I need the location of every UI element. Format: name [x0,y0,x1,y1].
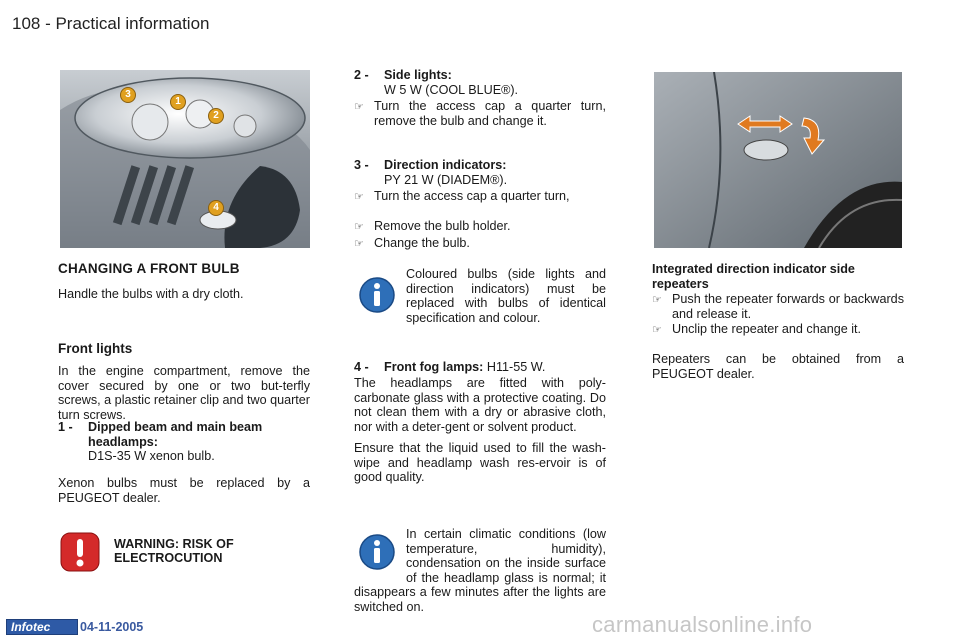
xenon-note: Xenon bulbs must be replaced by a PEUGEOT dealer. [58,476,310,505]
item-2 [354,68,606,97]
item-4 [354,360,606,375]
item-3-bullet-2: ☞ Remove the bulb holder. [354,219,511,233]
footer-date: 04-11-2005 [80,620,144,634]
callout-3: 3 [120,87,136,103]
info-coloured-bulbs: Coloured bulbs (side lights and direction indicators) must be replaced with bulbs of identical specification and colour. [406,267,606,325]
side-repeater-bullet-2: ☞ Unclip the repeater and change it. [652,322,862,336]
item-4-value: H11-55 W. [486,360,546,374]
pointing-hand-icon: ☞ [354,238,364,250]
item-2-bullet: ☞ Turn the access cap a quarter turn, remove the bulb and change it. [354,99,606,128]
callout-2: 2 [208,108,224,124]
subsection-title: Front lights [58,341,133,356]
item-3 [354,158,606,187]
wash-liquid-paragraph: Ensure that the liquid used to fill the wash-wipe and headlamp wash res-ervoir is of good quality. [354,441,606,484]
item-3-value: PY 21 W (DIADEM®). [384,172,508,187]
pointing-hand-icon: ☞ [354,101,364,113]
item-4-title: Front fog lamps: [384,360,484,374]
warning-exclamation-icon [60,532,102,574]
callout-1: 1 [170,94,186,110]
engine-compartment-paragraph: In the engine compartment, remove the cover secured by one or two but-terfly screws, a plastic retainer clip and two quarter turn screws. [58,364,310,422]
callout-4: 4 [208,200,224,216]
item-1-title: Dipped beam and main beam headlamps: [88,420,263,449]
intro-text: Handle the bulbs with a dry cloth. [58,287,244,301]
repeaters-dealer-note: Repeaters can be obtained from a PEUGEOT dealer. [652,352,904,381]
polycarbonate-glass-paragraph: The headlamps are fitted with poly-carbonate glass with a protective coating. Do not clean them with a dry or abrasive cloth, nor with a deter-gent or solvent product. [354,376,606,434]
item-2-value: W 5 W (COOL BLUE®). [384,82,519,97]
watermark: carmanualsonline.info [592,612,813,637]
item-4-number: 4 - [354,360,369,374]
item-1 [58,420,310,464]
item-3-title: Direction indicators: [384,158,507,172]
side-repeater-photo [654,72,902,248]
headlamp-photo [60,70,310,248]
item-3-number: 3 - [354,158,369,172]
pointing-hand-icon: ☞ [652,324,662,336]
item-3-bullet-1: ☞ Turn the access cap a quarter turn, [354,189,570,203]
item-2-title: Side lights: [384,68,452,82]
side-repeaters-title: Integrated direction indicator side repeaters [652,262,855,291]
warning-text [114,537,304,565]
infotec-logo: Infotec [6,619,78,635]
item-1-number: 1 - [58,420,73,434]
page-title: 108 - Practical information [12,14,210,33]
pointing-hand-icon: ☞ [354,191,364,203]
warning-line-1: WARNING: RISK OF [114,537,234,551]
pointing-hand-icon: ☞ [354,221,364,233]
info-condensation: In certain climatic conditions (low temperature, humidity), condensation on the inside surface of the headlamp glass is normal; it disappears a few minutes after the lights are switched on. [354,527,606,614]
warning-line-2: ELECTROCUTION [114,551,223,565]
side-repeater-bullet-1: ☞ Push the repeater forwards or backwards and release it. [652,292,904,321]
item-3-bullet-3: ☞ Change the bulb. [354,236,470,250]
section-title: CHANGING A FRONT BULB [58,261,240,276]
item-1-value: D1S-35 W xenon bulb. [88,449,215,463]
pointing-hand-icon: ☞ [652,294,662,306]
item-2-number: 2 - [354,68,369,82]
